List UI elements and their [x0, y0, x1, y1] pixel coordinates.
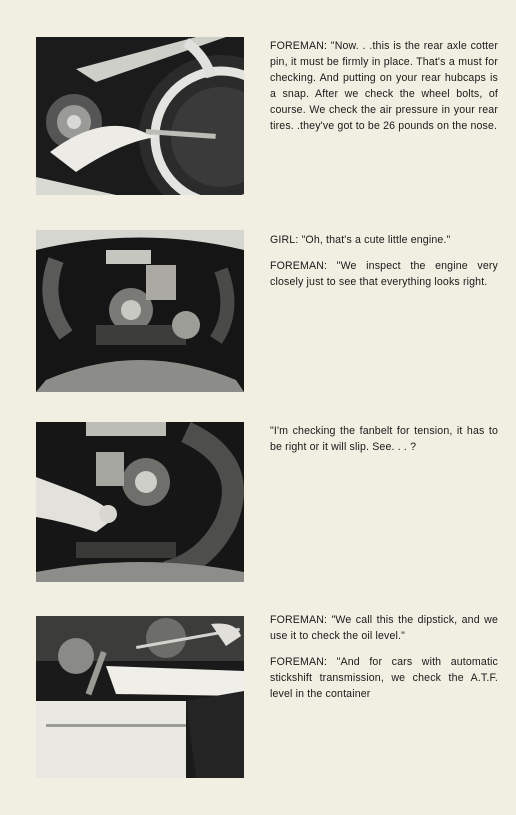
- caption-4-atf: FOREMAN: "And for cars with automatic stickshift transmission, we check the A.T.F. level in the container: [270, 656, 498, 700]
- caption-3: [270, 423, 498, 455]
- caption-2-foreman: FOREMAN: "We inspect the engine very closely just to see that everything looks right.: [270, 260, 498, 288]
- caption-3-text: "I'm checking the fanbelt for tension, it has to be right or it will slip. See. . . ?: [270, 425, 498, 453]
- photo-engine: [36, 230, 244, 392]
- caption-1-text: FOREMAN: "Now. . .this is the rear axle cotter pin, it must be firmly in place. That's a must for checking. And putting on your rear hubcaps is a snap. After we check the wheel bolts, of course. We check the air pressure in your rear tires. .they've got to be 26 pounds on the nose.: [270, 40, 498, 132]
- caption-4: [270, 612, 498, 702]
- photo-dipstick: [36, 616, 244, 778]
- caption-1: [270, 38, 498, 134]
- photo-rear-wheel: [36, 37, 244, 195]
- caption-2: [270, 232, 498, 290]
- photo-fanbelt: [36, 422, 244, 582]
- caption-2-girl: GIRL: "Oh, that's a cute little engine.": [270, 234, 451, 246]
- caption-4-dipstick: FOREMAN: "We call this the dipstick, and we use it to check the oil level.": [270, 614, 498, 642]
